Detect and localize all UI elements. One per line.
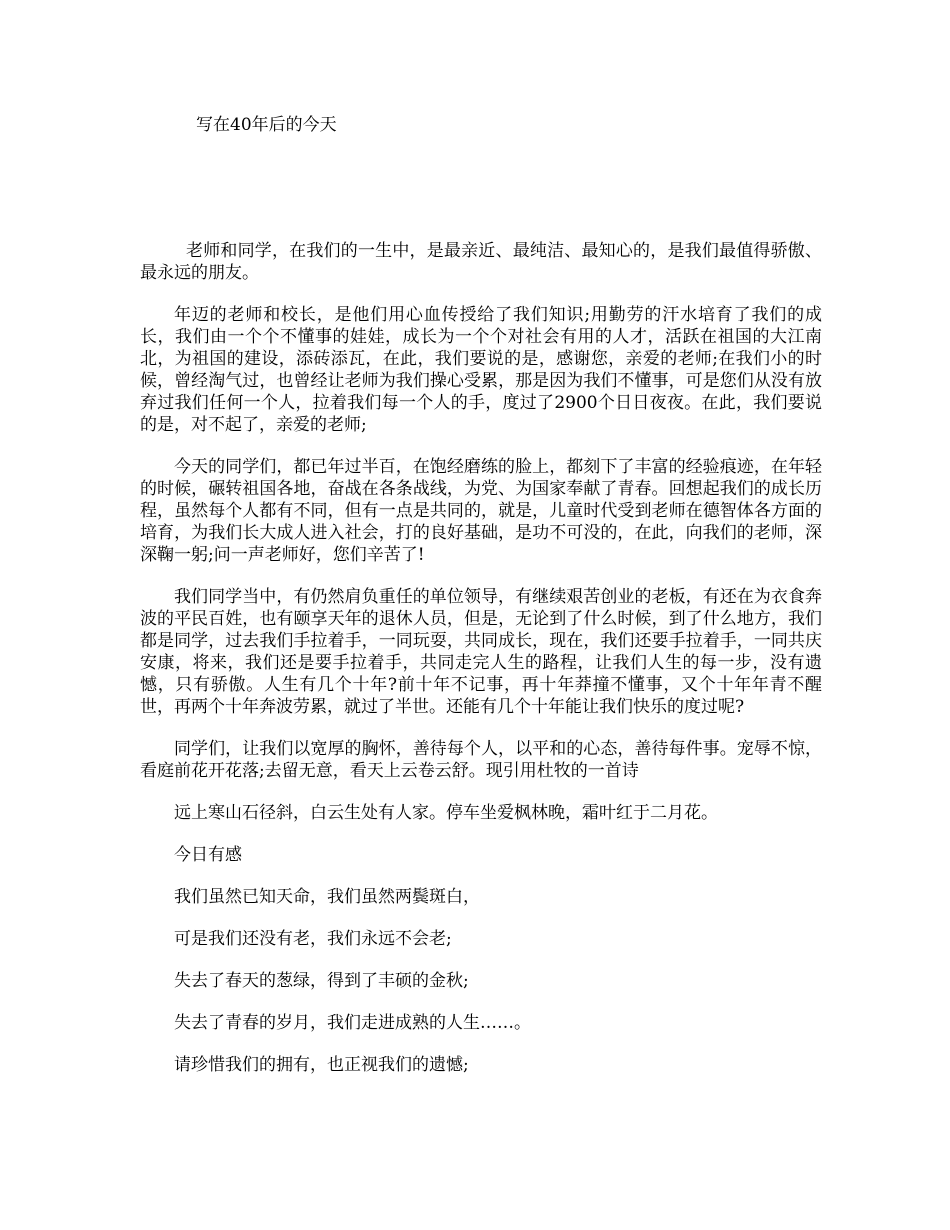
verse-line-4: 失去了青春的岁月，我们走进成熟的人生……。 [174, 1013, 531, 1033]
verse-line-3: 失去了春天的葱绿，得到了丰硕的金秋; [174, 971, 469, 991]
paragraph-3: 今天的同学们，都已年过半百，在饱经磨练的脸上，都刻下了丰富的经验痕迹，在年轻的时候，碾转祖国各地，奋战在各条战线，为党、为国家奉献了青春。回想起我们的成长历程，虽然每个人都有不同，但有一点是共同的，就是，儿童时代受到老师在德智体各方面的培育，为我们长大成人进入社会，打的良好基础，是功不可没的，在此，向我们的老师，深深鞠一躬;问一声老师好，您们辛苦了! [140, 457, 822, 565]
paragraph-2: 年迈的老师和校长，是他们用心血传授给了我们知识;用勤劳的汗水培育了我们的成长，我们由一个个不懂事的娃娃，成长为一个个对社会有用的人才，活跃在祖国的大江南北，为祖国的建设，添砖添瓦，在此，我们要说的是，感谢您，亲爱的老师;在我们小的时候，曾经淘气过，也曾经让老师为我们操心受累，那是因为我们不懂事，可是您们从没有放弃过我们任何一个人，拉着我们每一个人的手，度过了2900个日日夜夜。在此，我们要说的是，对不起了，亲爱的老师; [140, 305, 822, 435]
paragraph-4: 我们同学当中，有仍然肩负重任的单位领导，有继续艰苦创业的老板，有还在为衣食奔波的平民百姓，也有颐享天年的退休人员，但是，无论到了什么时候，到了什么地方，我们都是同学，过去我们手拉着手，一同玩耍，共同成长，现在，我们还要手拉着手，一同共庆安康，将来，我们还是要手拉着手，共同走完人生的路程，让我们人生的每一步，没有遗憾，只有骄傲。人生有几个十年?前十年不记事，再十年莽撞不懂事，又个十年年青不醒世，再两个十年奔波劳累，就过了半世。还能有几个十年能让我们快乐的度过呢? [140, 587, 822, 717]
paragraph-1: 老师和同学，在我们的一生中，是最亲近、最纯洁、最知心的，是我们最值得骄傲、最永远的朋友。 [140, 241, 822, 283]
section-heading: 今日有感 [174, 845, 242, 865]
verse-line-2: 可是我们还没有老，我们永远不会老; [174, 929, 452, 949]
paragraph-5: 同学们，让我们以宽厚的胸怀，善待每个人，以平和的心态，善待每件事。宠辱不惊，看庭前花开花落;去留无意，看天上云卷云舒。现引用杜牧的一首诗 [140, 739, 822, 781]
verse-line-5: 请珍惜我们的拥有，也正视我们的遗憾; [174, 1055, 469, 1075]
document-body [140, 240, 822, 1096]
verse-line-1: 我们虽然已知天命，我们虽然两鬓斑白， [174, 887, 480, 907]
document-title: 写在40年后的今天 [196, 115, 337, 135]
poem-line: 远上寒山石径斜，白云生处有人家。停车坐爱枫林晚，霜叶红于二月花。 [174, 803, 718, 823]
